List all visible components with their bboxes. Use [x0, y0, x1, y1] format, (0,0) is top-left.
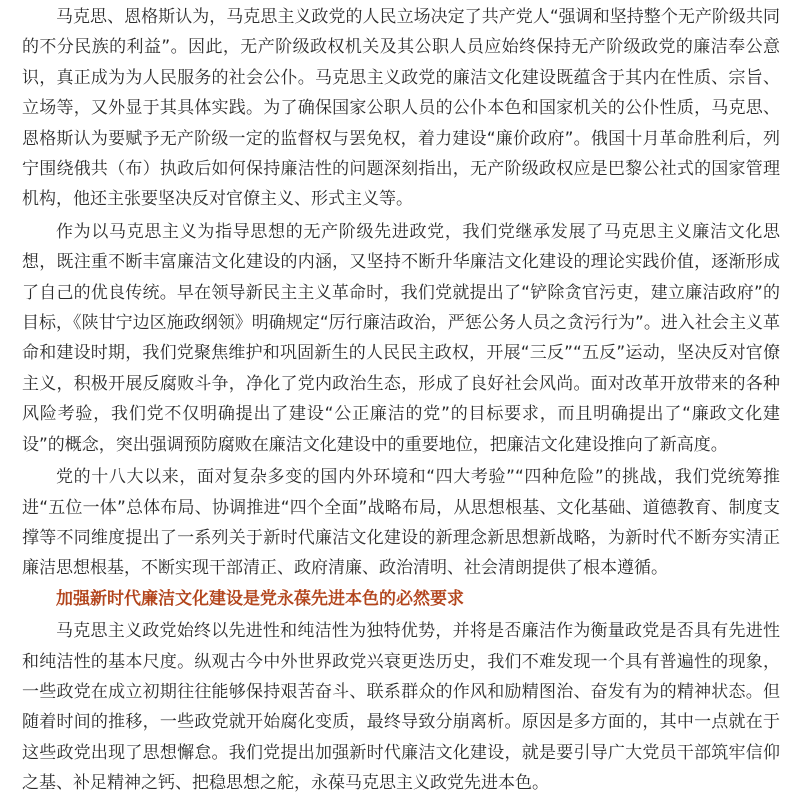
paragraph-4: 马克思主义政党始终以先进性和纯洁性为独特优势，并将是否廉洁作为衡量政党是否具有先进性和纯洁性的基本尺度。纵观古今中外世界政党兴衰更迭历史，我们不难发现一个具有普遍性的现象，一些政党在成立初期往往能够保持艰苦奋斗、联系群众的作风和励精图治、奋发有为的精神状态。但随着时间的推移，一些政党就开始腐化变质，最终导致分崩离析。原因是多方面的，其中一点就在于这些政党出现了思想懈怠。我们党提出加强新时代廉洁文化建设，就是要引导广大党员干部筑牢信仰之基、补足精神之钙、把稳思想之舵，永葆马克思主义政党先进本色。 — [22, 621, 780, 794]
paragraph-3: 党的十八大以来，面对复杂多变的国内外环境和“四大考验”“四种危险”的挑战，我们党统筹推进“五位一体”总体布局、协调推进“四个全面”战略布局，从思想根基、文化基础、道德教育、制度支撑等不同维度提出了一系列关于新时代廉洁文化建设的新理念新思想新战略，为新时代不断夯实清正廉洁思想根基，不断实现干部清正、政府清廉、政治清明、社会清朗提供了根本遵循。 — [22, 467, 780, 579]
paragraph-1: 马克思、恩格斯认为，马克思主义政党的人民立场决定了共产党人“强调和坚持整个无产阶级共同的不分民族的利益”。因此，无产阶级政权机关及其公职人员应始终保持无产阶级政党的廉洁奉公意识，真正成为为人民服务的社会公仆。马克思主义政党的廉洁文化建设既蕴含于其内在性质、宗旨、立场等，又外显于其具体实践。为了确保国家公职人员的公仆本色和国家机关的公仆性质，马克思、恩格斯认为要赋予无产阶级一定的监督权与罢免权，着力建设“廉价政府”。俄国十月革命胜利后，列宁围绕俄共（布）执政后如何保持廉洁性的问题深刻指出，无产阶级政权应是巴黎公社式的国家管理机构，他还主张要坚决反对官僚主义、形式主义等。 — [22, 7, 780, 210]
article-body — [22, 0, 780, 799]
section-heading: 加强新时代廉洁文化建设是党永葆先进本色的必然要求 — [56, 588, 464, 609]
paragraph-2: 作为以马克思主义为指导思想的无产阶级先进政党，我们党继承发展了马克思主义廉洁文化思想，既注重不断丰富廉洁文化建设的内涵，又坚持不断升华廉洁文化建设的理论实践价值，逐渐形成了自己的优良传统。早在领导新民主主义革命时，我们党就提出了“铲除贪官污吏，建立廉洁政府”的目标，《陕甘宁边区施政纲领》明确规定“厉行廉洁政治，严惩公务人员之贪污行为”。进入社会主义革命和建设时期，我们党聚焦维护和巩固新生的人民民主政权，开展“三反”“五反”运动，坚决反对官僚主义，积极开展反腐败斗争，净化了党内政治生态，形成了良好社会风尚。面对改革开放带来的各种风险考验，我们党不仅明确提出了建设“公正廉洁的党”的目标要求，而且明确提出了“廉政文化建设”的概念，突出强调预防腐败在廉洁文化建设中的重要地位，把廉洁文化建设推向了新高度。 — [22, 221, 780, 455]
